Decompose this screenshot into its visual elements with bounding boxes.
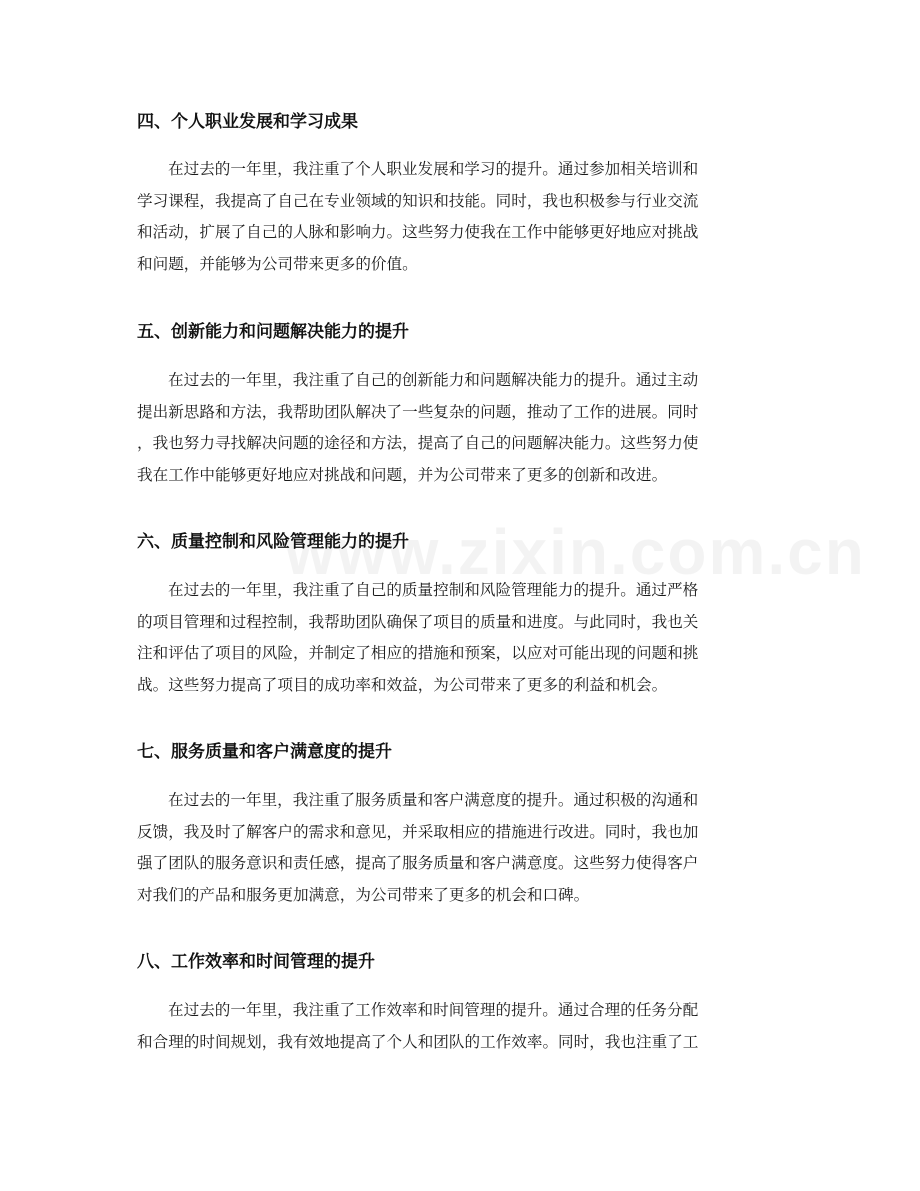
- section-heading: 五、创新能力和问题解决能力的提升: [137, 322, 409, 342]
- paragraph-line: 提出新思路和方法，我帮助团队解决了一些复杂的问题，推动了工作的进展。同时: [137, 402, 699, 421]
- section-paragraph: [137, 995, 787, 1058]
- paragraph-line: ，我也努力寻找解决问题的途径和方法，提高了自己的问题解决能力。这些努力使: [137, 434, 699, 452]
- paragraph-line: 反馈，我及时了解客户的需求和意见，并采取相应的措施进行改进。同时，我也加: [137, 822, 699, 841]
- section-heading: 八、工作效率和时间管理的提升: [137, 952, 375, 972]
- paragraph-line: 和活动，扩展了自己的人脉和影响力。这些努力使我在工作中能够更好地应对挑战: [137, 223, 699, 241]
- paragraph-line: 在过去的一年里，我注重了个人职业发展和学习的提升。通过参加相关培训和: [168, 160, 699, 178]
- section-paragraph: [137, 365, 787, 491]
- section-paragraph: [137, 575, 787, 701]
- paragraph-line: 强了团队的服务意识和责任感，提高了服务质量和客户满意度。这些努力使得客户: [137, 854, 699, 872]
- paragraph-line: 的项目管理和过程控制，我帮助团队确保了项目的质量和进度。与此同时，我也关: [137, 612, 699, 631]
- paragraph-line: 我在工作中能够更好地应对挑战和问题，并为公司带来了更多的创新和改进。: [137, 465, 668, 484]
- paragraph-line: 对我们的产品和服务更加满意，为公司带来了更多的机会和口碑。: [137, 885, 590, 904]
- paragraph-line: 注和评估了项目的风险，并制定了相应的措施和预案，以应对可能出现的问题和挑: [137, 644, 699, 662]
- section-heading: 六、质量控制和风险管理能力的提升: [137, 532, 409, 552]
- paragraph-line: 在过去的一年里，我注重了自己的创新能力和问题解决能力的提升。通过主动: [168, 371, 699, 389]
- paragraph-line: 和问题，并能够为公司带来更多的价值。: [137, 254, 418, 273]
- paragraph-line: 学习课程，我提高了自己在专业领域的知识和技能。同时，我也积极参与行业交流: [137, 191, 699, 210]
- paragraph-line: 在过去的一年里，我注重了服务质量和客户满意度的提升。通过积极的沟通和: [168, 791, 699, 809]
- section-paragraph: [137, 154, 787, 280]
- paragraph-line: 和合理的时间规划，我有效地提高了个人和团队的工作效率。同时，我也注重了工: [137, 1032, 699, 1051]
- section-heading: 七、服务质量和客户满意度的提升: [137, 742, 392, 762]
- paragraph-line: 战。这些努力提高了项目的成功率和效益，为公司带来了更多的利益和机会。: [137, 675, 668, 694]
- paragraph-line: 在过去的一年里，我注重了工作效率和时间管理的提升。通过合理的任务分配: [168, 1001, 699, 1019]
- section-paragraph: [137, 785, 787, 911]
- paragraph-line: 在过去的一年里，我注重了自己的质量控制和风险管理能力的提升。通过严格: [168, 581, 699, 599]
- section-heading: 四、个人职业发展和学习成果: [137, 112, 358, 132]
